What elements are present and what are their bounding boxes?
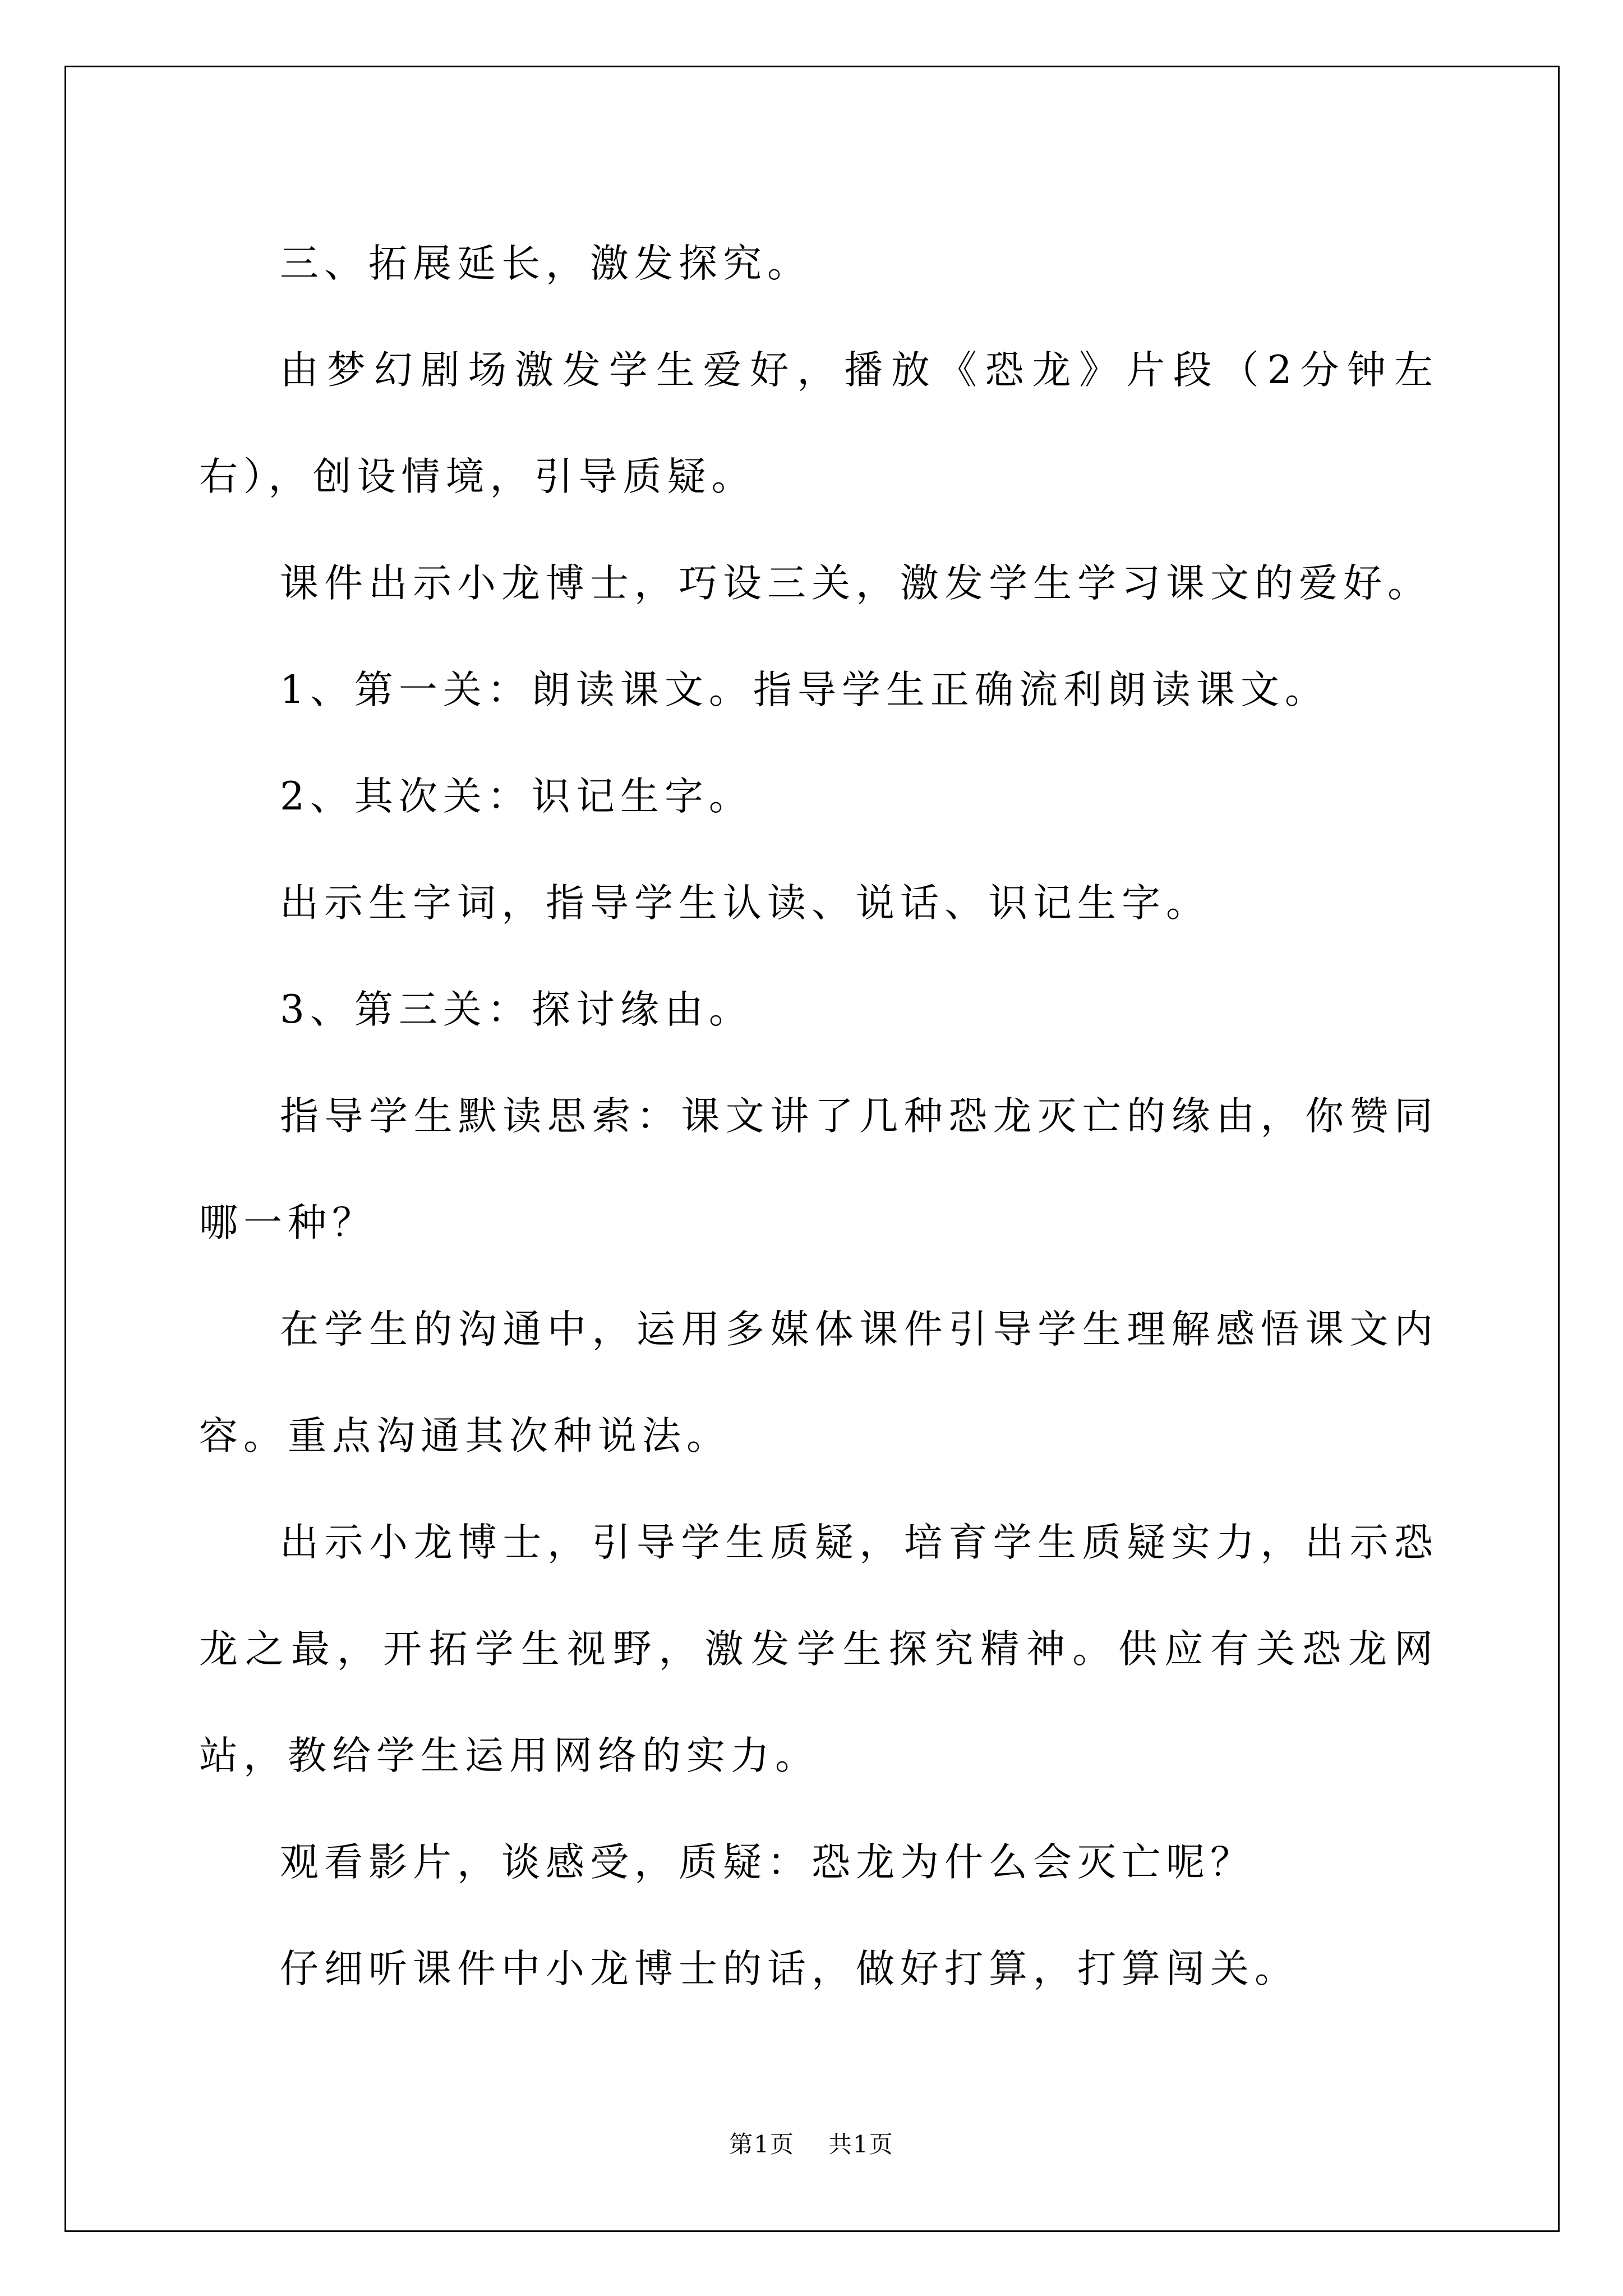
paragraph: 由梦幻剧场激发学生爱好，播放《恐龙》片段（2分钟左右），创设情境，引导质疑。 (199, 348, 1438, 499)
paragraph: 出示生字词，指导学生认读、说话、识记生字。 (280, 881, 1210, 926)
paragraph: 1、第一关：朗读课文。指导学生正确流利朗读课文。 (280, 668, 1329, 712)
page-total: 共1页 (828, 2131, 894, 2158)
paragraph: 课件出示小龙博士，巧设三关，激发学生学习课文的爱好。 (280, 561, 1432, 606)
document-body (199, 210, 1438, 2022)
paragraph: 在学生的沟通中，运用多媒体课件引导学生理解感悟课文内容。重点沟通其次种说法。 (199, 1307, 1438, 1458)
paragraph: 观看影片，谈感受，质疑：恐龙为什么会灭亡呢？ (280, 1840, 1255, 1885)
page-number: 第1页 (729, 2131, 795, 2158)
paragraph: 指导学生默读思索：课文讲了几种恐龙灭亡的缘由，你赞同哪一种？ (199, 1094, 1438, 1245)
page-footer (0, 2126, 1623, 2160)
paragraph: 3、第三关：探讨缘由。 (280, 987, 753, 1032)
paragraph: 2、其次关：识记生字。 (280, 774, 753, 819)
paragraph: 出示小龙博士，引导学生质疑，培育学生质疑实力，出示恐龙之最，开拓学生视野，激发学生探究精神。供应有关恐龙网站，教给学生运用网络的实力。 (199, 1520, 1438, 1778)
paragraph: 仔细听课件中小龙博士的话，做好打算，打算闯关。 (280, 1947, 1299, 1991)
paragraph: 三、拓展延长，激发探究。 (280, 241, 811, 286)
